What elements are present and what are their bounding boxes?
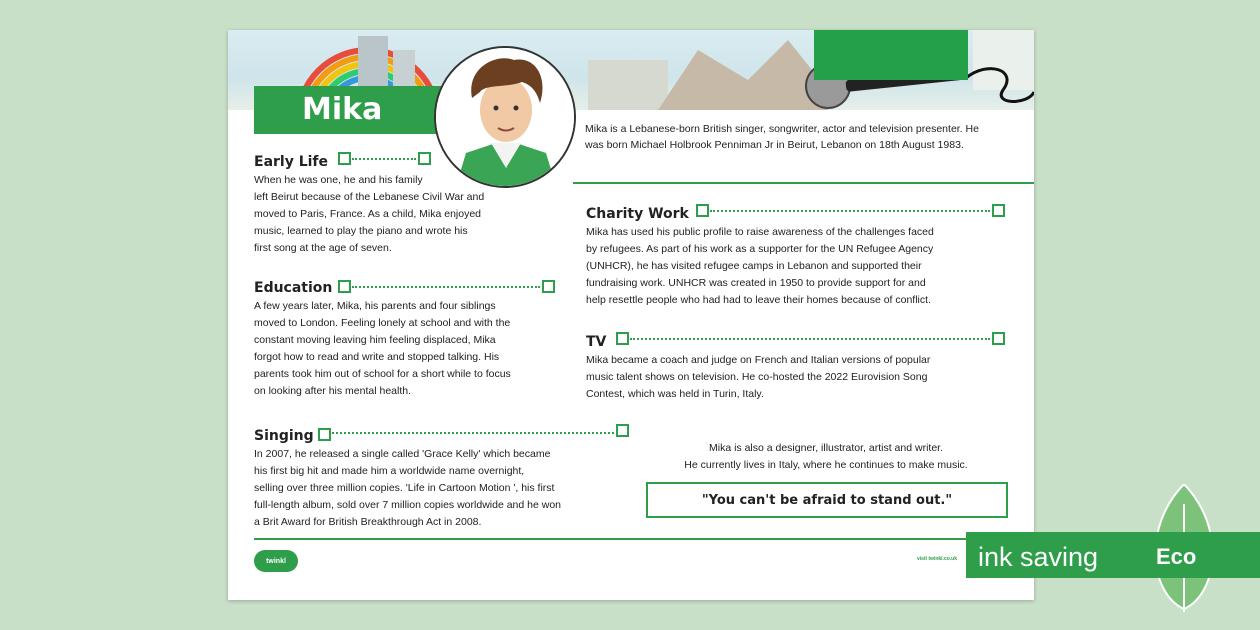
text-line: Mika has used his public profile to raise awareness of the challenges faced [586, 226, 934, 238]
text-line: full-length album, sold over 7 million copies worldwide and he won [254, 499, 561, 511]
text-line: Contest, which was held in Turin, Italy. [586, 388, 764, 400]
portrait-image [434, 46, 576, 188]
heading-tv: TV [586, 334, 607, 350]
checkbox-icon [992, 332, 1005, 345]
text-line: music talent shows on television. He co-hosted the 2022 Eurovision Song [586, 371, 928, 383]
text-line: A few years later, Mika, his parents and four siblings [254, 300, 496, 312]
checkbox-icon [418, 152, 431, 165]
checkbox-icon [338, 280, 351, 293]
checkbox-icon [696, 204, 709, 217]
dotted-divider [352, 158, 416, 160]
quote-box: "You can't be afraid to stand out." [646, 482, 1008, 518]
text-line: his first big hit and made him a worldwide name overnight, [254, 465, 525, 477]
text-line: parents took him out of school for a short while to focus [254, 368, 511, 380]
heading-charity-work: Charity Work [586, 206, 689, 222]
text-line: (UNHCR), he has visited refugee camps in Lebanon and supported their [586, 260, 922, 272]
text-line: music, learned to play the piano and wrote his [254, 225, 468, 237]
flag-stripe [814, 30, 968, 80]
dotted-divider [352, 286, 540, 288]
text-line: constant moving leaving him feeling displaced, Mika [254, 334, 496, 346]
footer-divider [254, 538, 1034, 540]
closing-text [646, 440, 1006, 474]
text-line: a Brit Award for British Breakthrough Act in 2008. [254, 516, 482, 528]
charity-work-text [586, 224, 1016, 309]
checkbox-icon [542, 280, 555, 293]
dotted-divider [710, 210, 990, 212]
text-line: fundraising work. UNHCR was created in 1950 to provide support for and [586, 277, 926, 289]
dotted-divider [630, 338, 990, 340]
ink-saving-label: ink saving [978, 542, 1099, 572]
page-title: Mika [302, 92, 383, 127]
text-line: moved to London. Feeling lonely at school and with the [254, 317, 511, 329]
education-text [254, 298, 564, 400]
tv-text [586, 352, 1016, 403]
footer-note: visit twinkl.co.uk [917, 556, 958, 562]
text-line: forgot how to read and write and stopped talking. His [254, 351, 500, 363]
early-life-text [254, 172, 564, 257]
text-line: first song at the age of seven. [254, 242, 392, 254]
singing-text [254, 446, 634, 531]
checkbox-icon [318, 428, 331, 441]
twinkl-logo: twinkl [254, 550, 298, 572]
text-line: Mika is also a designer, illustrator, artist and writer. [708, 442, 943, 454]
eco-label: Eco [1156, 544, 1197, 569]
dotted-divider [332, 432, 614, 434]
portrait-illustration [436, 48, 574, 186]
intro-text: Mika is a Lebanese-born British singer, songwriter, actor and television presenter. He was born Michael Holbrook Penniman Jr in Beirut, Lebanon on 18th August 1983. [585, 123, 979, 151]
text-line: by refugees. As part of his work as a supporter for the UN Refugee Agency [586, 243, 934, 255]
eco-badge [966, 484, 1260, 614]
checkbox-icon [616, 332, 629, 345]
checkbox-icon [338, 152, 351, 165]
text-line: When he was one, he and his family [254, 174, 423, 186]
text-line: He currently lives in Italy, where he continues to make music. [684, 459, 968, 471]
text-line: Mika became a coach and judge on French and Italian versions of popular [586, 354, 931, 366]
checkbox-icon [616, 424, 629, 437]
text-line: left Beirut because of the Lebanese Civil War and [254, 191, 485, 203]
checkbox-icon [992, 204, 1005, 217]
text-line: help resettle people who had had to leave their homes because of conflict. [586, 294, 931, 306]
text-line: In 2007, he released a single called 'Grace Kelly' which became [254, 448, 551, 460]
text-line: moved to Paris, France. As a child, Mika enjoyed [254, 208, 482, 220]
heading-early-life: Early Life [254, 154, 329, 170]
text-line: on looking after his mental health. [254, 385, 412, 397]
heading-singing: Singing [254, 428, 314, 444]
heading-education: Education [254, 280, 333, 296]
fact-sheet [228, 30, 1034, 600]
text-line: selling over three million copies. 'Life in Cartoon Motion ', his first [254, 482, 555, 494]
